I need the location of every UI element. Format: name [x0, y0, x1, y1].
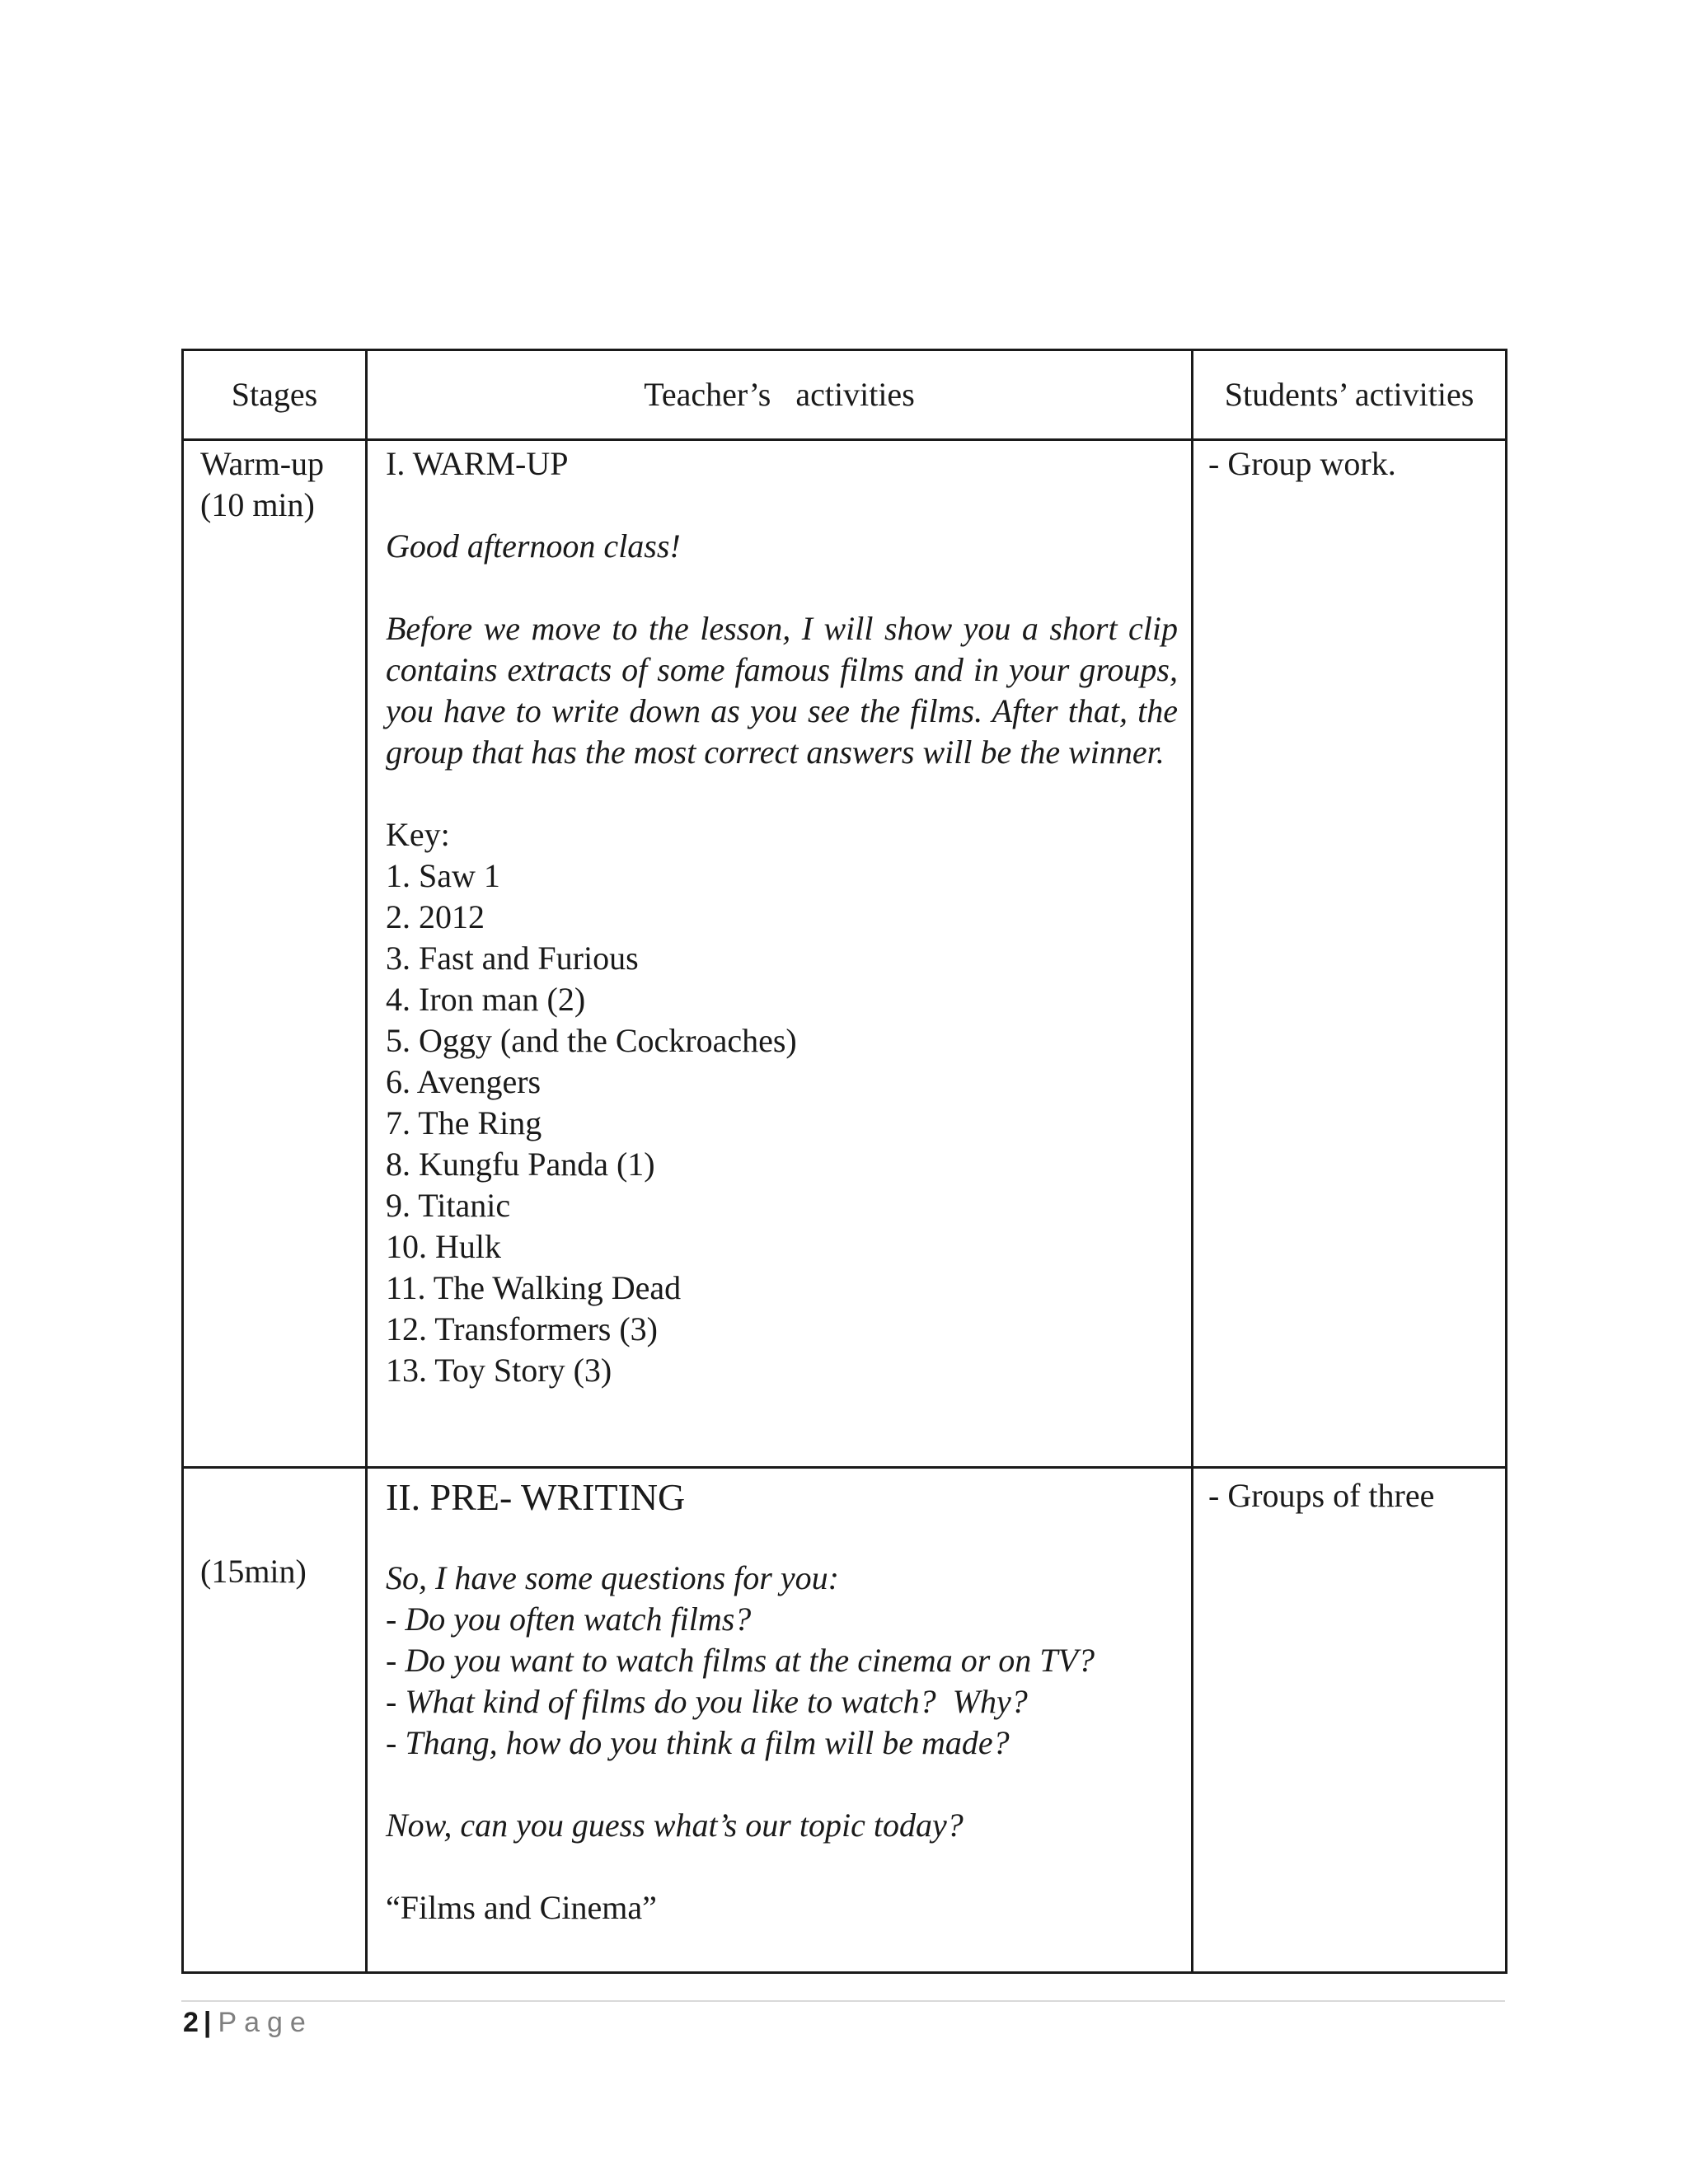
list-item: 13. Toy Story (3): [386, 1352, 612, 1389]
header-students-activities: Students’ activities: [1193, 350, 1507, 440]
question-item: - Thang, how do you think a film will be made?: [386, 1724, 1010, 1761]
footer-separator: |: [203, 2007, 212, 2038]
list-item: 6. Avengers: [386, 1063, 542, 1100]
table-row-warm-up: [183, 440, 1507, 1468]
section-heading-pre-writing: II. PRE- WRITING: [386, 1476, 686, 1518]
question-item: - Do you often watch films?: [386, 1601, 752, 1638]
header-teacher-activities: Teacher’s activities: [367, 350, 1193, 440]
list-item: 9. Titanic: [386, 1187, 511, 1224]
answer-key-list: [386, 855, 1178, 1391]
teacher-cell-warm-up: [367, 440, 1193, 1468]
section-heading-warm-up: I. WARM-UP: [386, 445, 569, 482]
header-stages: Stages: [183, 350, 367, 440]
instructions-text: Before we move to the lesson, I will show you a short clip contains extracts of some famous films and in your groups, you have to write down as you see the films. After that, the group that has the most correct answers will be the winner.: [386, 610, 1178, 771]
stage-cell-warm-up: [183, 440, 367, 1468]
stage-cell-pre-writing: [183, 1468, 367, 1973]
greeting-text: Good afternoon class!: [386, 527, 681, 565]
lesson-plan-table: [181, 349, 1507, 1974]
students-activity-text: - Group work.: [1208, 445, 1396, 482]
stage-name: Warm-up: [200, 445, 325, 482]
list-item: 7. The Ring: [386, 1104, 542, 1141]
list-item: 1. Saw 1: [386, 857, 500, 894]
list-item: 5. Oggy (and the Cockroaches): [386, 1022, 797, 1059]
students-activity-text: - Groups of three: [1208, 1477, 1435, 1514]
footer-divider: [181, 2000, 1505, 2002]
stage-time: (15min): [200, 1553, 307, 1590]
list-item: 12. Transformers (3): [386, 1310, 658, 1347]
list-item: 3. Fast and Furious: [386, 940, 639, 977]
teacher-cell-pre-writing: [367, 1468, 1193, 1973]
list-item: 10. Hulk: [386, 1228, 501, 1265]
questions-intro: So, I have some questions for you:: [386, 1559, 839, 1596]
students-cell-pre-writing: [1193, 1468, 1507, 1973]
list-item: 11. The Walking Dead: [386, 1269, 682, 1306]
students-cell-warm-up: [1193, 440, 1507, 1468]
page-number: 2: [183, 2007, 199, 2038]
topic-answer: “Films and Cinema”: [386, 1889, 657, 1926]
key-label: Key:: [386, 816, 450, 853]
table-row-pre-writing: [183, 1468, 1507, 1973]
topic-question: Now, can you guess what’s our topic today?: [386, 1807, 964, 1844]
table-header-row: [183, 350, 1507, 440]
page-label: Page: [218, 2007, 313, 2038]
question-item: - What kind of films do you like to watch? Why?: [386, 1683, 1028, 1720]
list-item: 2. 2012: [386, 898, 485, 935]
question-item: - Do you want to watch films at the cinema or on TV?: [386, 1642, 1095, 1679]
list-item: 4. Iron man (2): [386, 981, 586, 1018]
list-item: 8. Kungfu Panda (1): [386, 1146, 655, 1183]
page-footer: [183, 2004, 313, 2041]
stage-time: (10 min): [200, 486, 315, 523]
